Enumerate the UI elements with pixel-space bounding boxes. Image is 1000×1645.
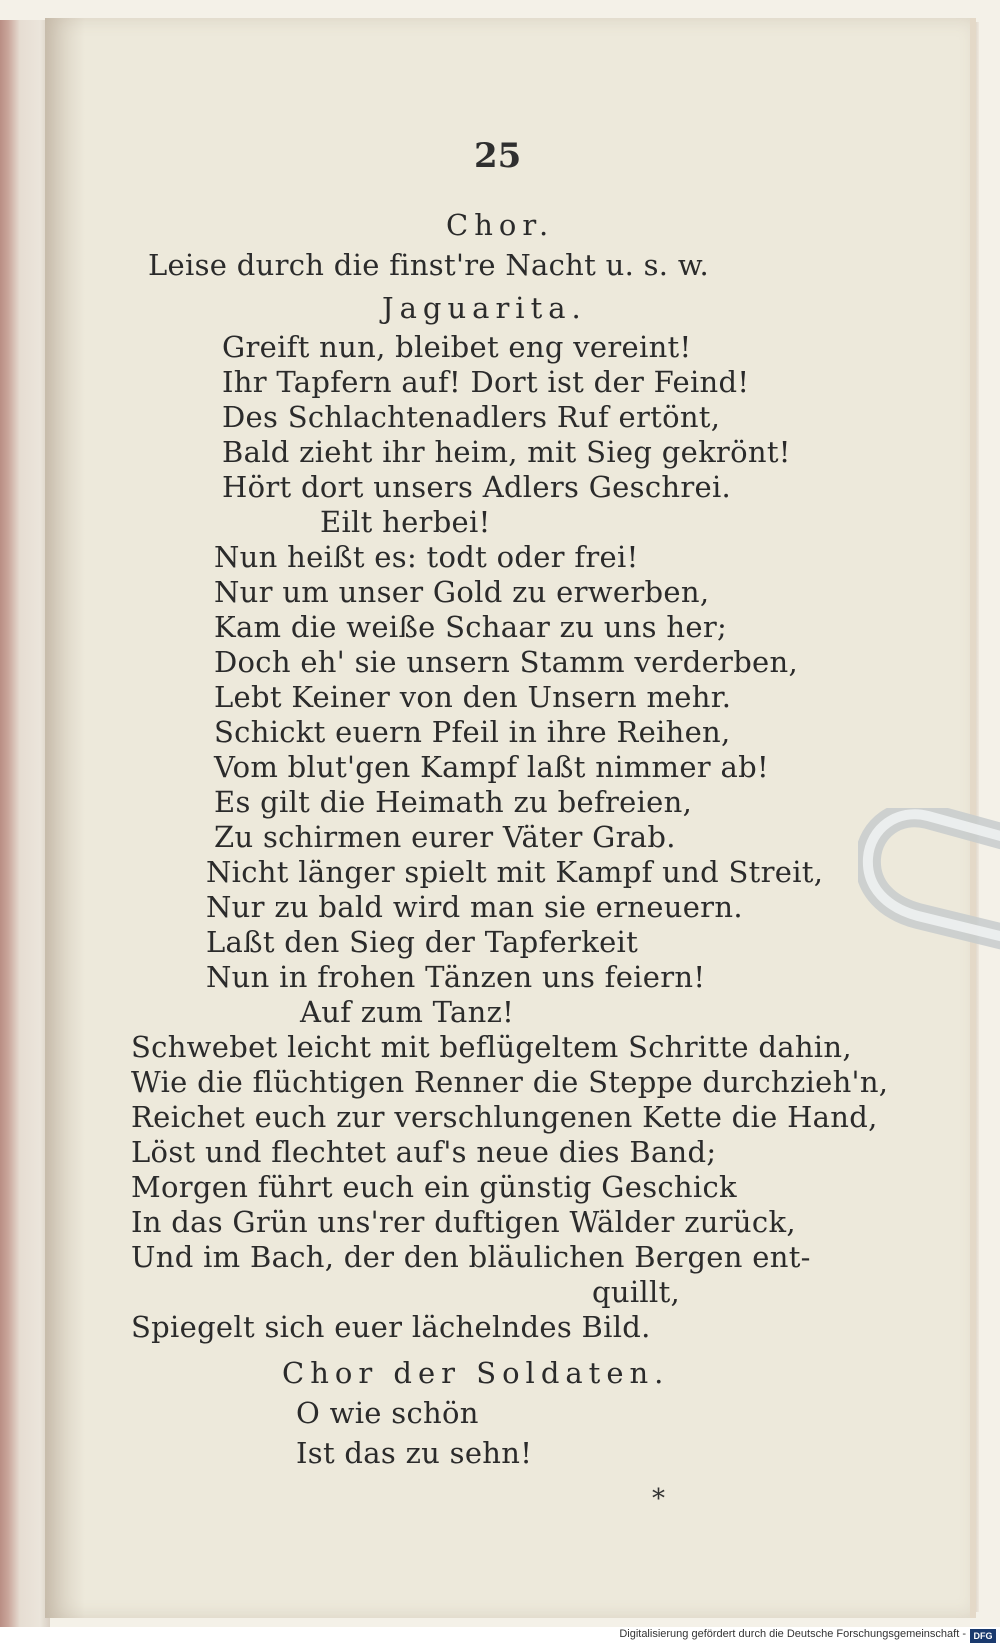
text-line: Löst und flechtet auf's neue dies Band;	[131, 1135, 717, 1169]
text-line: Morgen führt euch ein günstig Geschick	[131, 1170, 737, 1204]
text-line: Lebt Keiner von den Unsern mehr.	[214, 680, 732, 714]
text-line: Greift nun, bleibet eng vereint!	[222, 330, 692, 364]
left-page-edge	[0, 20, 50, 1630]
text-line: Hört dort unsers Adlers Geschrei.	[222, 470, 732, 504]
text-line: Doch eh' sie unsern Stamm verderben,	[214, 645, 799, 679]
text-line: Zu schirmen eurer Väter Grab.	[214, 820, 676, 854]
heading-chor-der-soldaten: Chor der Soldaten.	[282, 1356, 670, 1390]
text-line: Ist das zu sehn!	[296, 1436, 533, 1470]
text-line: Schickt euern Pfeil in ihre Reihen,	[214, 715, 731, 749]
text-line: Reichet euch zur verschlungenen Kette die Hand,	[131, 1100, 878, 1134]
text-line: Nicht länger spielt mit Kampf und Streit,	[206, 855, 824, 889]
text-line: Spiegelt sich euer lächelndes Bild.	[131, 1310, 651, 1344]
text-line: Leise durch die finst're Nacht u. s. w.	[148, 248, 710, 282]
footer-credit: Digitalisierung gefördert durch die Deutsche Forschungsgemeinschaft -	[619, 1628, 966, 1640]
text-line: Nun heißt es: todt oder frei!	[214, 540, 639, 574]
dfg-logo: DFG	[970, 1629, 996, 1643]
heading-chor: Chor.	[446, 208, 555, 242]
text-line: Eilt herbei!	[320, 505, 491, 539]
gutter-shadow	[45, 18, 85, 1618]
text-line: O wie schön	[296, 1396, 479, 1430]
text-line: Bald zieht ihr heim, mit Sieg gekrönt!	[222, 435, 791, 469]
text-line: Nun in frohen Tänzen uns feiern!	[206, 960, 706, 994]
page-number: 25	[474, 136, 522, 176]
text-line: Kam die weiße Schaar zu uns her;	[214, 610, 728, 644]
text-line: Nur um unser Gold zu erwerben,	[214, 575, 710, 609]
text-line: Ihr Tapfern auf! Dort ist der Feind!	[222, 365, 750, 399]
footer-bar	[0, 1627, 1000, 1645]
text-line: Laßt den Sieg der Tapferkeit	[206, 925, 639, 959]
paper-clip	[858, 808, 1000, 958]
text-line: Es gilt die Heimath zu befreien,	[214, 785, 693, 819]
text-line: Wie die flüchtigen Renner die Steppe durchzieh'n,	[131, 1065, 889, 1099]
heading-jaguarita: Jaguarita.	[382, 291, 587, 325]
text-line: Nur zu bald wird man sie erneuern.	[206, 890, 743, 924]
text-line: In das Grün uns'rer duftigen Wälder zurück,	[131, 1205, 796, 1239]
text-line: quillt,	[592, 1275, 681, 1309]
text-line: Auf zum Tanz!	[300, 995, 515, 1029]
text-line: Schwebet leicht mit beflügeltem Schritte dahin,	[131, 1030, 852, 1064]
text-line: Und im Bach, der den bläulichen Bergen ent-	[131, 1240, 811, 1274]
text-line: Des Schlachtenadlers Ruf ertönt,	[222, 400, 721, 434]
catchword-asterisk: *	[652, 1484, 665, 1514]
text-line: Vom blut'gen Kampf laßt nimmer ab!	[214, 750, 769, 784]
